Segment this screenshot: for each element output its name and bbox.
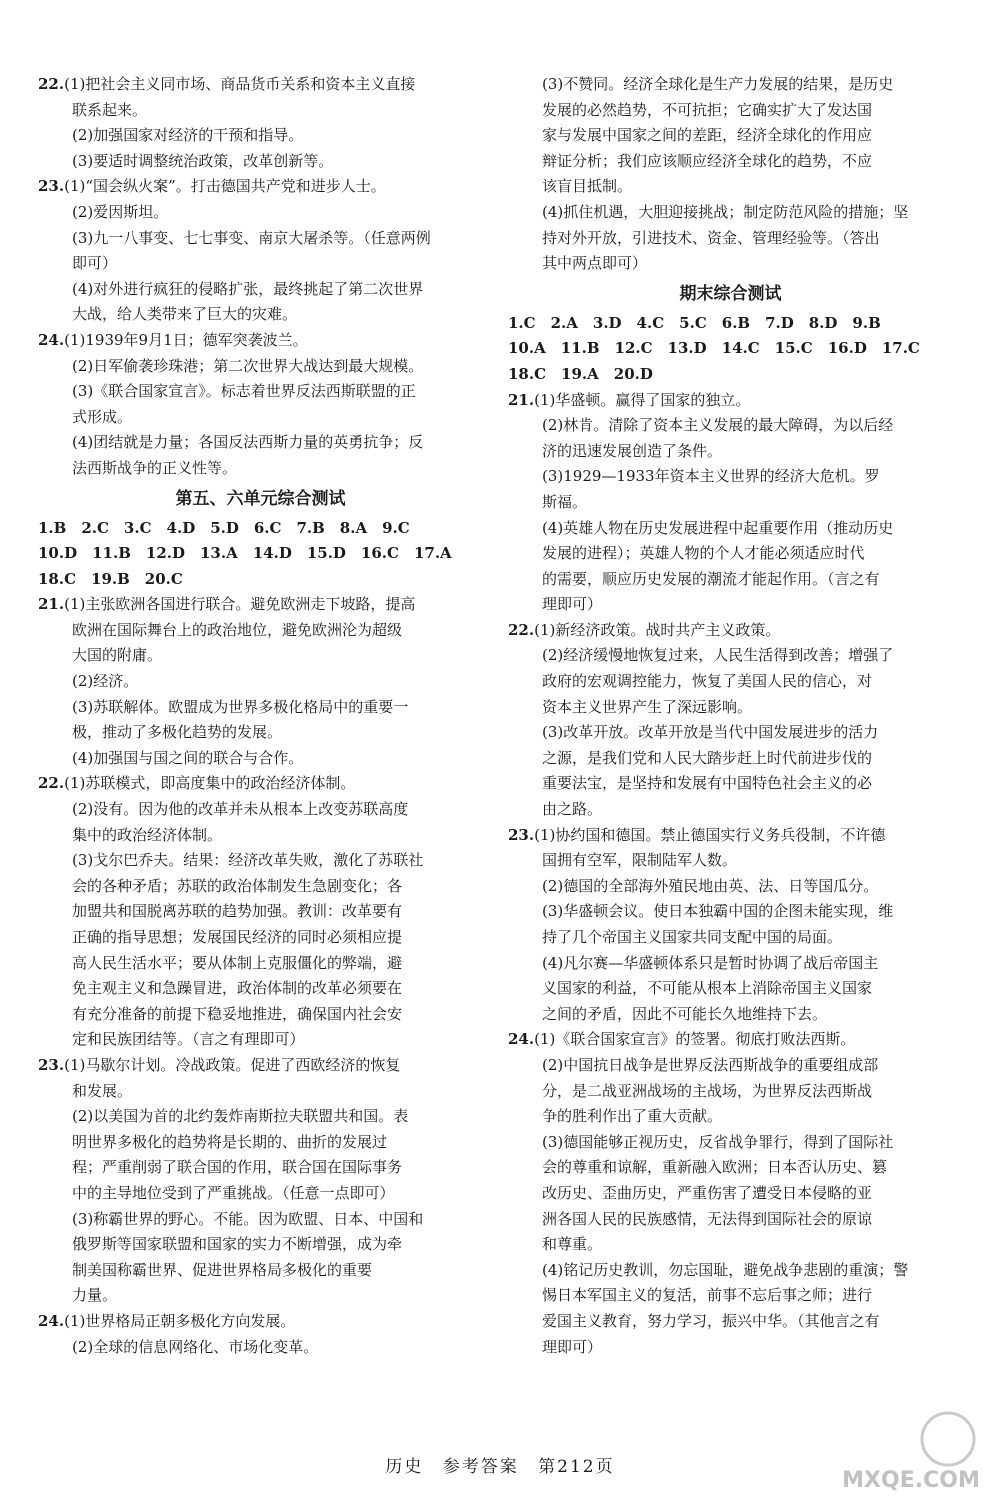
line-text: 1.B 2.C 3.C 4.D 5.D 6.C 7.B 8.A 9.C xyxy=(38,518,410,537)
line-text: 该盲目抵制。 xyxy=(542,177,633,196)
footer-page-number: 第212页 xyxy=(538,1457,615,1477)
question-line xyxy=(508,823,953,849)
question-number: 21. xyxy=(508,390,535,409)
line-text: (1)华盛顿。赢得了国家的独立。 xyxy=(534,390,751,409)
line-text: 明世界多极化的趋势将是长期的、曲折的发展过 xyxy=(72,1132,388,1151)
line-text: 由之路。 xyxy=(542,800,603,819)
line-text: 辩证分析；我们应该顺应经济全球化的趋势，不应 xyxy=(542,151,873,170)
answer-line xyxy=(508,567,953,593)
line-text: (1)世界格局正朝多极化方向发展。 xyxy=(64,1311,296,1330)
line-text: 改历史、歪曲历史，严重伤害了遭受日本侵略的亚 xyxy=(542,1183,873,1202)
right-column xyxy=(508,72,953,1360)
answer-line xyxy=(38,695,483,721)
question-line xyxy=(38,174,483,200)
question-number: 23. xyxy=(38,1055,65,1074)
answer-key-line xyxy=(508,336,953,362)
answer-line xyxy=(508,669,953,695)
line-text: 程；严重削弱了联合国的作用，联合国在国际事务 xyxy=(72,1158,403,1177)
line-text: 发展的必然趋势，不可抗拒；它确实扩大了发达国 xyxy=(542,100,873,119)
answer-line xyxy=(508,464,953,490)
answer-line xyxy=(508,746,953,772)
answer-line xyxy=(508,1053,953,1079)
line-text: (2)林肯。清除了资本主义发展的最大障碍，为以后经 xyxy=(542,416,894,435)
answer-line xyxy=(38,746,483,772)
question-line xyxy=(38,592,483,618)
line-text: (1)协约国和德国。禁止德国实行义务兵役制，不许德 xyxy=(534,825,886,844)
answer-line xyxy=(508,1232,953,1258)
question-line xyxy=(508,618,953,644)
answer-line xyxy=(38,277,483,303)
line-text: 之间的矛盾，因此不可能长久地维持下去。 xyxy=(542,1004,828,1023)
answer-line xyxy=(508,226,953,252)
answer-key-line xyxy=(508,311,953,337)
answer-line xyxy=(38,1181,483,1207)
line-text: (2)日军偷袭珍珠港；第二次世界大战达到最大规模。 xyxy=(72,356,424,375)
answer-line xyxy=(508,490,953,516)
line-text: (1)马歇尔计划。冷战政策。促进了西欧经济的恢复 xyxy=(64,1055,401,1074)
line-text: (3)要适时调整统治政策，改革创新等。 xyxy=(72,151,334,170)
line-text: 高人民生活水平；要从体制上克服僵化的弊端，避 xyxy=(72,953,403,972)
answer-key-line xyxy=(38,541,483,567)
answer-line xyxy=(38,1130,483,1156)
question-line xyxy=(508,388,953,414)
question-number: 24. xyxy=(38,330,65,349)
line-text: 正确的指导思想；发展国民经济的同时必须相应提 xyxy=(72,928,403,946)
answer-key-line xyxy=(508,362,953,388)
line-text: (1)把社会主义同市场、商品货币关系和资本主义直接 xyxy=(64,75,416,93)
line-text: 家与发展中国家之间的差距，经济全球化的作用应 xyxy=(542,126,873,145)
line-text: (3)1929—1933年资本主义世界的经济大危机。罗 xyxy=(542,467,880,486)
line-text: 俄罗斯等国家联盟和国家的实力不断增强，成为牵 xyxy=(72,1235,403,1254)
answer-line xyxy=(38,123,483,149)
answer-line xyxy=(508,592,953,618)
line-text: (3)《联合国家宣言》。标志着世界反法西斯联盟的正 xyxy=(72,382,416,401)
line-text: 之源，是我们党和人民大踏步赶上时代前进步伐的 xyxy=(542,748,873,767)
answer-line xyxy=(508,1309,953,1335)
line-text: (1)《联合国家宣言》的签署。彻底打败法西斯。 xyxy=(534,1030,856,1049)
answer-key-line xyxy=(38,516,483,542)
line-text: 18.C 19.A 20.D xyxy=(508,364,653,383)
line-text: 集中的政治经济体制。 xyxy=(72,825,223,844)
answer-line xyxy=(38,1232,483,1258)
line-text: (1)苏联模式，即高度集中的政治经济体制。 xyxy=(64,774,356,793)
answer-line xyxy=(508,149,953,175)
line-text: 洲各国人民的民族感情，无法得到国际社会的原谅 xyxy=(542,1209,873,1228)
answer-line xyxy=(38,1155,483,1181)
line-text: (3)戈尔巴乔夫。结果：经济改革失败，激化了苏联社 xyxy=(72,851,424,870)
answer-line xyxy=(508,1079,953,1105)
answer-line xyxy=(38,149,483,175)
line-text: (4)英雄人物在历史发展进程中起重要作用（推动历史 xyxy=(542,518,894,537)
line-text: 其中两点即可） xyxy=(542,254,648,273)
answer-line xyxy=(508,925,953,951)
answer-line xyxy=(38,1002,483,1028)
line-text: (3)德国能够正视历史，反省战争罪行，得到了国际社 xyxy=(542,1132,894,1151)
line-text: (2)加强国家对经济的干预和指导。 xyxy=(72,126,304,145)
line-text: (1)新经济政策。战时共产主义政策。 xyxy=(534,620,781,639)
answer-line xyxy=(38,720,483,746)
question-number: 24. xyxy=(38,1311,65,1330)
footer-subject: 历史 xyxy=(385,1457,424,1477)
answer-line xyxy=(508,123,953,149)
line-text: 济的迅速发展创造了条件。 xyxy=(542,441,723,460)
answer-line xyxy=(508,695,953,721)
answer-line xyxy=(38,226,483,252)
line-text: 10.A 11.B 12.C 13.D 14.C 15.C 16.D 17.C xyxy=(508,339,920,358)
line-text: 持了几个帝国主义国家共同支配中国的局面。 xyxy=(542,928,843,946)
answer-line xyxy=(38,354,483,380)
line-text: (2)爱因斯坦。 xyxy=(72,202,169,221)
answer-line xyxy=(508,720,953,746)
question-line xyxy=(38,1053,483,1079)
line-text: 免主观主义和急躁冒进，政治体制的改革必须要在 xyxy=(72,979,403,998)
answer-line xyxy=(508,439,953,465)
line-text: 分，是二战亚洲战场的主战场，为世界反法西斯战 xyxy=(542,1081,873,1100)
answer-line xyxy=(508,174,953,200)
answer-line xyxy=(508,1207,953,1233)
answer-line xyxy=(38,976,483,1002)
line-text: 和发展。 xyxy=(72,1081,133,1100)
answer-line xyxy=(508,1258,953,1284)
question-line xyxy=(38,72,483,98)
answer-line xyxy=(508,951,953,977)
answer-line xyxy=(38,899,483,925)
answer-line xyxy=(508,1181,953,1207)
answer-line xyxy=(508,1104,953,1130)
answer-line xyxy=(508,848,953,874)
question-number: 23. xyxy=(508,825,535,844)
answer-line xyxy=(508,98,953,124)
answer-line xyxy=(38,1335,483,1361)
line-text: (4)团结就是力量；各国反法西斯力量的英勇抗争；反 xyxy=(72,433,424,452)
answer-line xyxy=(38,669,483,695)
line-text: 法西斯战争的正义性等。 xyxy=(72,458,238,477)
answer-line xyxy=(38,200,483,226)
line-text: 定和民族团结等。（言之有理即可） xyxy=(72,1030,305,1049)
line-text: 持对外开放，引进技术、资金、管理经验等。（答出 xyxy=(542,228,880,247)
question-line xyxy=(508,1027,953,1053)
answer-line xyxy=(38,1283,483,1309)
watermark-circle xyxy=(922,1413,974,1465)
line-text: (4)抓住机遇，大胆迎接挑战；制定防范风险的措施；坚 xyxy=(542,202,909,221)
answer-line xyxy=(508,1130,953,1156)
question-number: 23. xyxy=(38,177,65,196)
question-number: 22. xyxy=(38,75,65,93)
line-text: 欧洲在国际舞台上的政治地位，避免欧洲沦为超级 xyxy=(72,620,403,639)
answer-line xyxy=(508,251,953,277)
line-text: 制美国称霸世界、促进世界格局多极化的重要 xyxy=(72,1260,373,1279)
line-text: 理即可） xyxy=(542,1337,603,1356)
line-text: (4)凡尔赛—华盛顿体系只是暂时协调了战后帝国主 xyxy=(542,953,879,972)
answer-line xyxy=(38,456,483,482)
answer-line xyxy=(508,1335,953,1361)
answer-line xyxy=(38,1104,483,1130)
answer-line xyxy=(508,413,953,439)
line-text: 中的主导地位受到了严重挑战。（任意一点即可） xyxy=(72,1183,395,1202)
left-column xyxy=(38,72,483,1360)
answer-line xyxy=(38,1258,483,1284)
line-text: 会的各种矛盾；苏联的政治体制发生急剧变化；各 xyxy=(72,876,403,895)
watermark-text: MXQE.COM xyxy=(842,1468,980,1493)
line-text: (2)经济。 xyxy=(72,672,139,691)
line-text: 式形成。 xyxy=(72,407,133,426)
answer-line xyxy=(508,771,953,797)
line-text: (3)称霸世界的野心。不能。因为欧盟、日本、中国和 xyxy=(72,1209,424,1228)
line-text: 爱国主义教育，努力学习，振兴中华。（其他言之有 xyxy=(542,1311,880,1330)
line-text: (2)德国的全部海外殖民地由英、法、日等国瓜分。 xyxy=(542,876,879,895)
answer-line xyxy=(38,797,483,823)
line-text: 力量。 xyxy=(72,1286,118,1305)
line-text: (2)以美国为首的北约轰炸南斯拉夫联盟共和国。表 xyxy=(72,1107,409,1126)
line-text: 国拥有空军，限制陆军人数。 xyxy=(542,851,738,870)
question-line xyxy=(38,1309,483,1335)
line-text: 会的尊重和谅解，重新融入欧洲；日本否认历史、篡 xyxy=(542,1158,888,1177)
question-number: 22. xyxy=(508,620,535,639)
answer-line xyxy=(38,98,483,124)
answer-line xyxy=(508,541,953,567)
line-text: 发展的进程）；英雄人物的个人才能必须适应时代 xyxy=(542,544,865,563)
answer-line xyxy=(38,874,483,900)
line-text: (4)对外进行疯狂的侵略扩张，最终挑起了第二次世界 xyxy=(72,279,424,298)
line-text: (2)中国抗日战争是世界反法西斯战争的重要组成部 xyxy=(542,1055,879,1074)
answer-line xyxy=(508,1002,953,1028)
line-text: 即可） xyxy=(72,254,118,273)
answer-line xyxy=(38,823,483,849)
answer-line xyxy=(38,643,483,669)
line-text: 资本主义世界产生了深远影响。 xyxy=(542,697,753,716)
line-text: (3)不赞同。经济全球化是生产力发展的结果，是历史 xyxy=(542,75,894,93)
answer-line xyxy=(508,1155,953,1181)
line-text: (2)没有。因为他的改革并未从根本上改变苏联高度 xyxy=(72,800,409,819)
line-text: (3)九一八事变、七七事变、南京大屠杀等。（任意两例 xyxy=(72,228,431,247)
answer-line xyxy=(38,848,483,874)
line-text: 1.C 2.A 3.D 4.C 5.C 6.B 7.D 8.D 9.B xyxy=(508,313,881,332)
answer-key-line xyxy=(38,567,483,593)
answer-line xyxy=(38,430,483,456)
line-text: 斯福。 xyxy=(542,492,588,511)
answer-line xyxy=(508,643,953,669)
answer-line xyxy=(38,1027,483,1053)
section-heading: 期末综合测试 xyxy=(679,283,782,304)
line-text: 争的胜利作出了重大贡献。 xyxy=(542,1107,723,1126)
answer-line xyxy=(508,874,953,900)
question-line xyxy=(38,328,483,354)
line-text: (4)铭记历史教训，勿忘国耻，避免战争悲剧的重演；警 xyxy=(542,1260,909,1279)
line-text: 重要法宝，是坚持和发展有中国特色社会主义的必 xyxy=(542,774,873,793)
line-text: (3)苏联解体。欧盟成为世界多极化格局中的重要一 xyxy=(72,697,409,716)
answer-line xyxy=(508,1283,953,1309)
answer-line xyxy=(508,899,953,925)
question-line xyxy=(38,771,483,797)
section-heading: 第五、六单元综合测试 xyxy=(175,488,346,509)
question-number: 24. xyxy=(508,1030,535,1049)
answer-line xyxy=(508,516,953,542)
answer-line xyxy=(38,1079,483,1105)
line-text: 大战，给人类带来了巨大的灾难。 xyxy=(72,305,298,324)
line-text: (3)华盛顿会议。使日本独霸中国的企图未能实现，维 xyxy=(542,902,894,921)
line-text: (1)主张欧洲各国进行联合。避免欧洲走下坡路，提高 xyxy=(64,595,416,614)
line-text: 惕日本军国主义的复活，前事不忘后事之师；进行 xyxy=(542,1286,873,1305)
line-text: 有充分准备的前提下稳妥地推进，确保国内社会安 xyxy=(72,1004,403,1023)
line-text: 加盟共和国脱离苏联的趋势加强。教训：改革要有 xyxy=(72,902,403,921)
answer-line xyxy=(508,797,953,823)
question-number: 21. xyxy=(38,595,65,614)
line-text: 大国的附庸。 xyxy=(72,646,163,665)
answer-line xyxy=(38,302,483,328)
line-text: 10.D 11.B 12.D 13.A 14.D 15.D 16.C 17.A xyxy=(38,544,452,563)
answer-line xyxy=(38,1207,483,1233)
line-text: 和尊重。 xyxy=(542,1235,603,1254)
line-text: (4)加强国与国之间的联合与合作。 xyxy=(72,748,304,767)
line-text: 18.C 19.B 20.C xyxy=(38,569,183,588)
line-text: (1)“国会纵火案”。打击德国共产党和进步人士。 xyxy=(64,177,386,196)
answer-line xyxy=(38,405,483,431)
answer-line xyxy=(38,618,483,644)
answer-line xyxy=(508,200,953,226)
line-text: (3)改革开放。改革开放是当代中国发展进步的活力 xyxy=(542,723,879,742)
answer-line xyxy=(38,251,483,277)
line-text: 的需要，顺应历史发展的潮流才能起作用。（言之有 xyxy=(542,569,880,588)
line-text: (2)经济缓慢地恢复过来，人民生活得到改善；增强了 xyxy=(542,646,894,665)
line-text: 政府的宏观调控能力，恢复了美国人民的信心，对 xyxy=(542,672,873,691)
line-text: (1)1939年9月1日；德军突袭波兰。 xyxy=(64,330,308,349)
answer-line xyxy=(508,976,953,1002)
watermark-logo xyxy=(836,1405,986,1495)
footer-section: 参考答案 xyxy=(442,1457,519,1477)
answer-line xyxy=(38,951,483,977)
answer-line xyxy=(508,72,953,98)
line-text: 极，推动了多极化趋势的发展。 xyxy=(72,723,283,742)
line-text: 义国家的利益，不可能从根本上消除帝国主义国家 xyxy=(542,979,873,998)
answer-line xyxy=(38,925,483,951)
answer-line xyxy=(38,379,483,405)
line-text: 联系起来。 xyxy=(72,100,148,119)
line-text: (2)全球的信息网络化、市场化变革。 xyxy=(72,1337,319,1356)
line-text: 理即可） xyxy=(542,595,603,614)
question-number: 22. xyxy=(38,774,65,793)
